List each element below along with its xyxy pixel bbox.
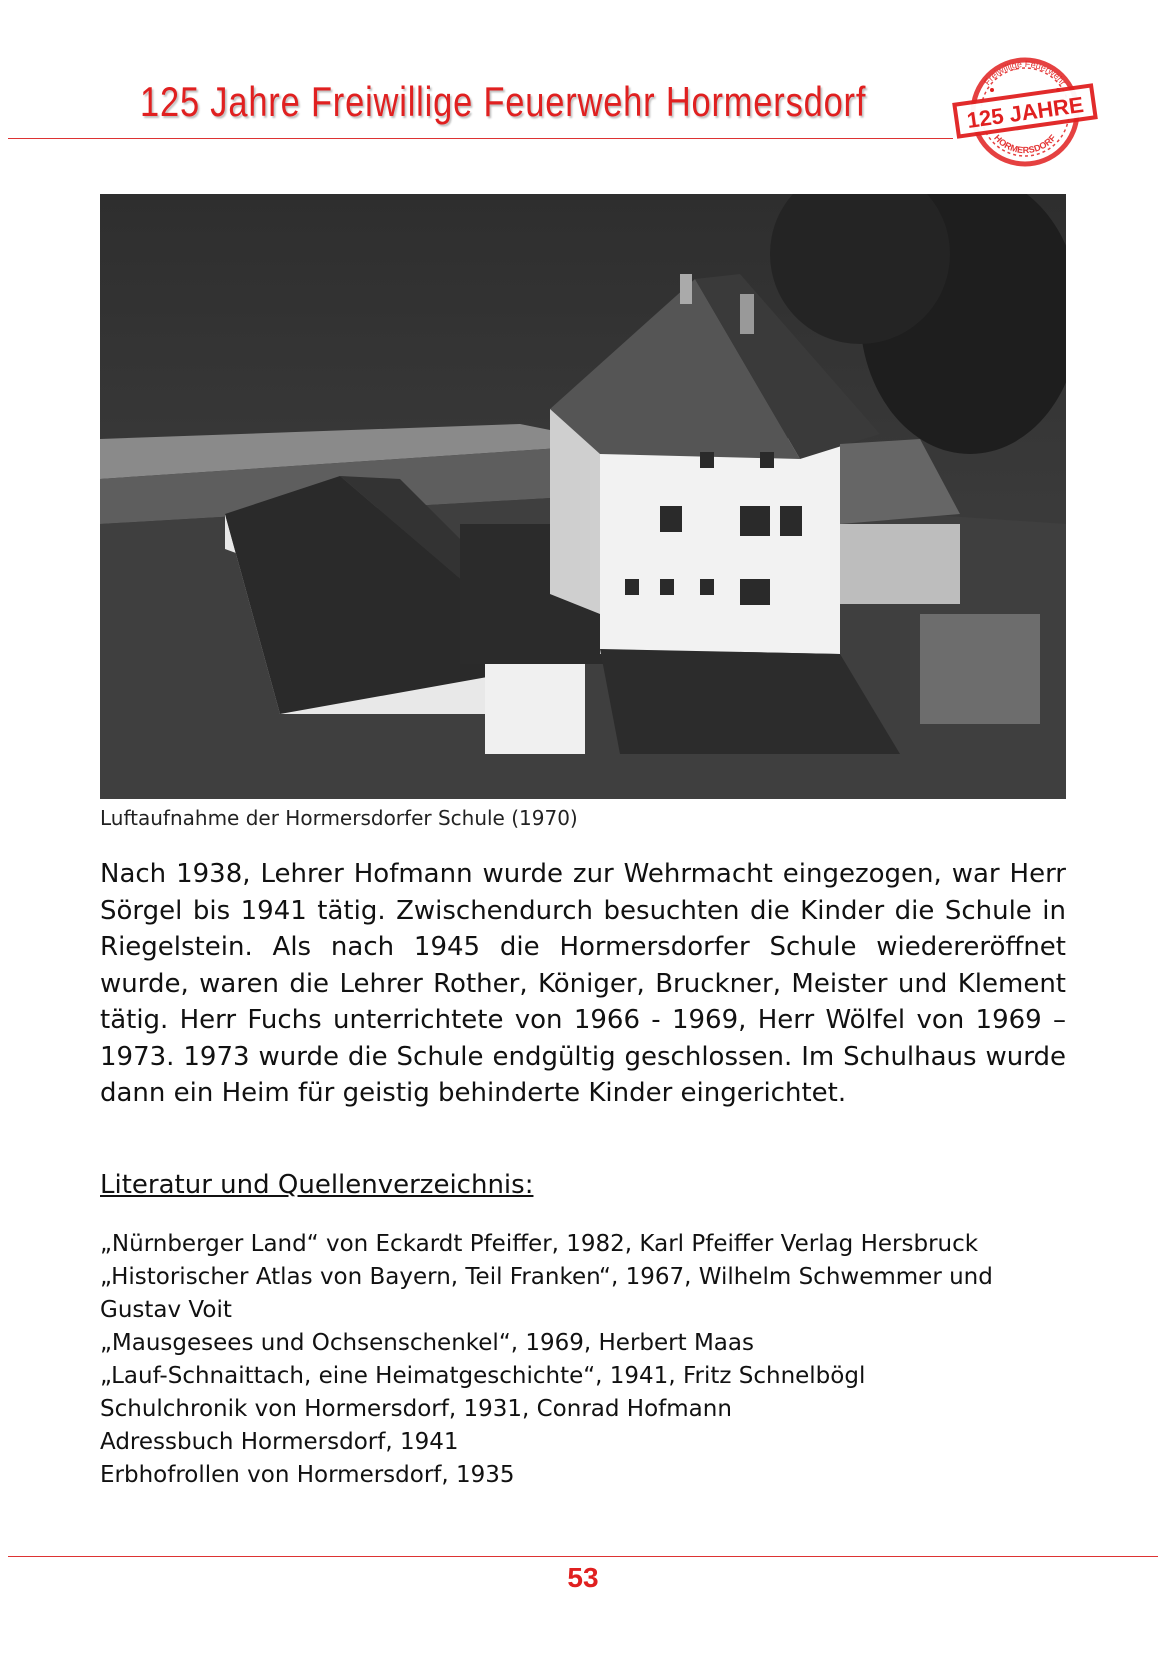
literature-item: Erbhofrollen von Hormersdorf, 1935: [100, 1462, 515, 1488]
anniversary-seal-icon: [952, 50, 1098, 168]
seal-top-text: Freiwillige Feuerwehr: [982, 58, 1069, 88]
school-aerial-photo: [100, 194, 1066, 799]
svg-text:Freiwillige Feuerwehr: [982, 59, 1068, 87]
literature-item: „Historischer Atlas von Bayern, Teil Franken“, 1967, Wilhelm Schwemmer und Gustav Voit: [100, 1264, 993, 1323]
seal-center-text: 125 JAHRE: [965, 91, 1086, 134]
literature-item: „Mausgesees und Ochsenschenkel“, 1969, Herbert Maas: [100, 1330, 754, 1356]
literature-item: Adressbuch Hormersdorf, 1941: [100, 1429, 459, 1455]
svg-text:HORMERSDORF: [992, 132, 1058, 155]
page-header-title: 125 Jahre Freiwillige Feuerwehr Hormersdorf: [140, 78, 867, 125]
photo-caption: Luftaufnahme der Hormersdorfer Schule (1970): [100, 806, 578, 830]
literature-list: [100, 1228, 1080, 1492]
footer-divider: [8, 1556, 1158, 1557]
body-paragraph: Nach 1938, Lehrer Hofmann wurde zur Wehrmacht eingezogen, war Herr Sörgel bis 1941 tätig. Zwischendurch besuchten die Kinder die Schule in Riegelstein. Als nach 1945 die Hormersdorfer Schule wiedereröffnet wurde, waren die Lehrer Rother, Königer, Bruckner, Meister und Klement tätig. Herr Fuchs unterrichtete von 1966 - 1969, Herr Wölfel von 1969 – 1973. 1973 wurde die Schule endgültig geschlossen. Im Schulhaus wurde dann ein Heim für geistig behinderte Kinder eingerichtet.: [100, 859, 1066, 1108]
page-number: 53: [567, 1562, 599, 1593]
literature-item: „Nürnberger Land“ von Eckardt Pfeiffer, 1982, Karl Pfeiffer Verlag Hersbruck: [100, 1231, 979, 1257]
header-divider: [8, 138, 953, 139]
literature-item: „Lauf-Schnaittach, eine Heimatgeschichte“, 1941, Fritz Schnelbögl: [100, 1363, 866, 1389]
literature-item: Schulchronik von Hormersdorf, 1931, Conrad Hofmann: [100, 1396, 732, 1422]
literature-heading: Literatur und Quellenverzeichnis:: [100, 1170, 534, 1200]
seal-bottom-text: HORMERSDORF: [992, 132, 1058, 156]
